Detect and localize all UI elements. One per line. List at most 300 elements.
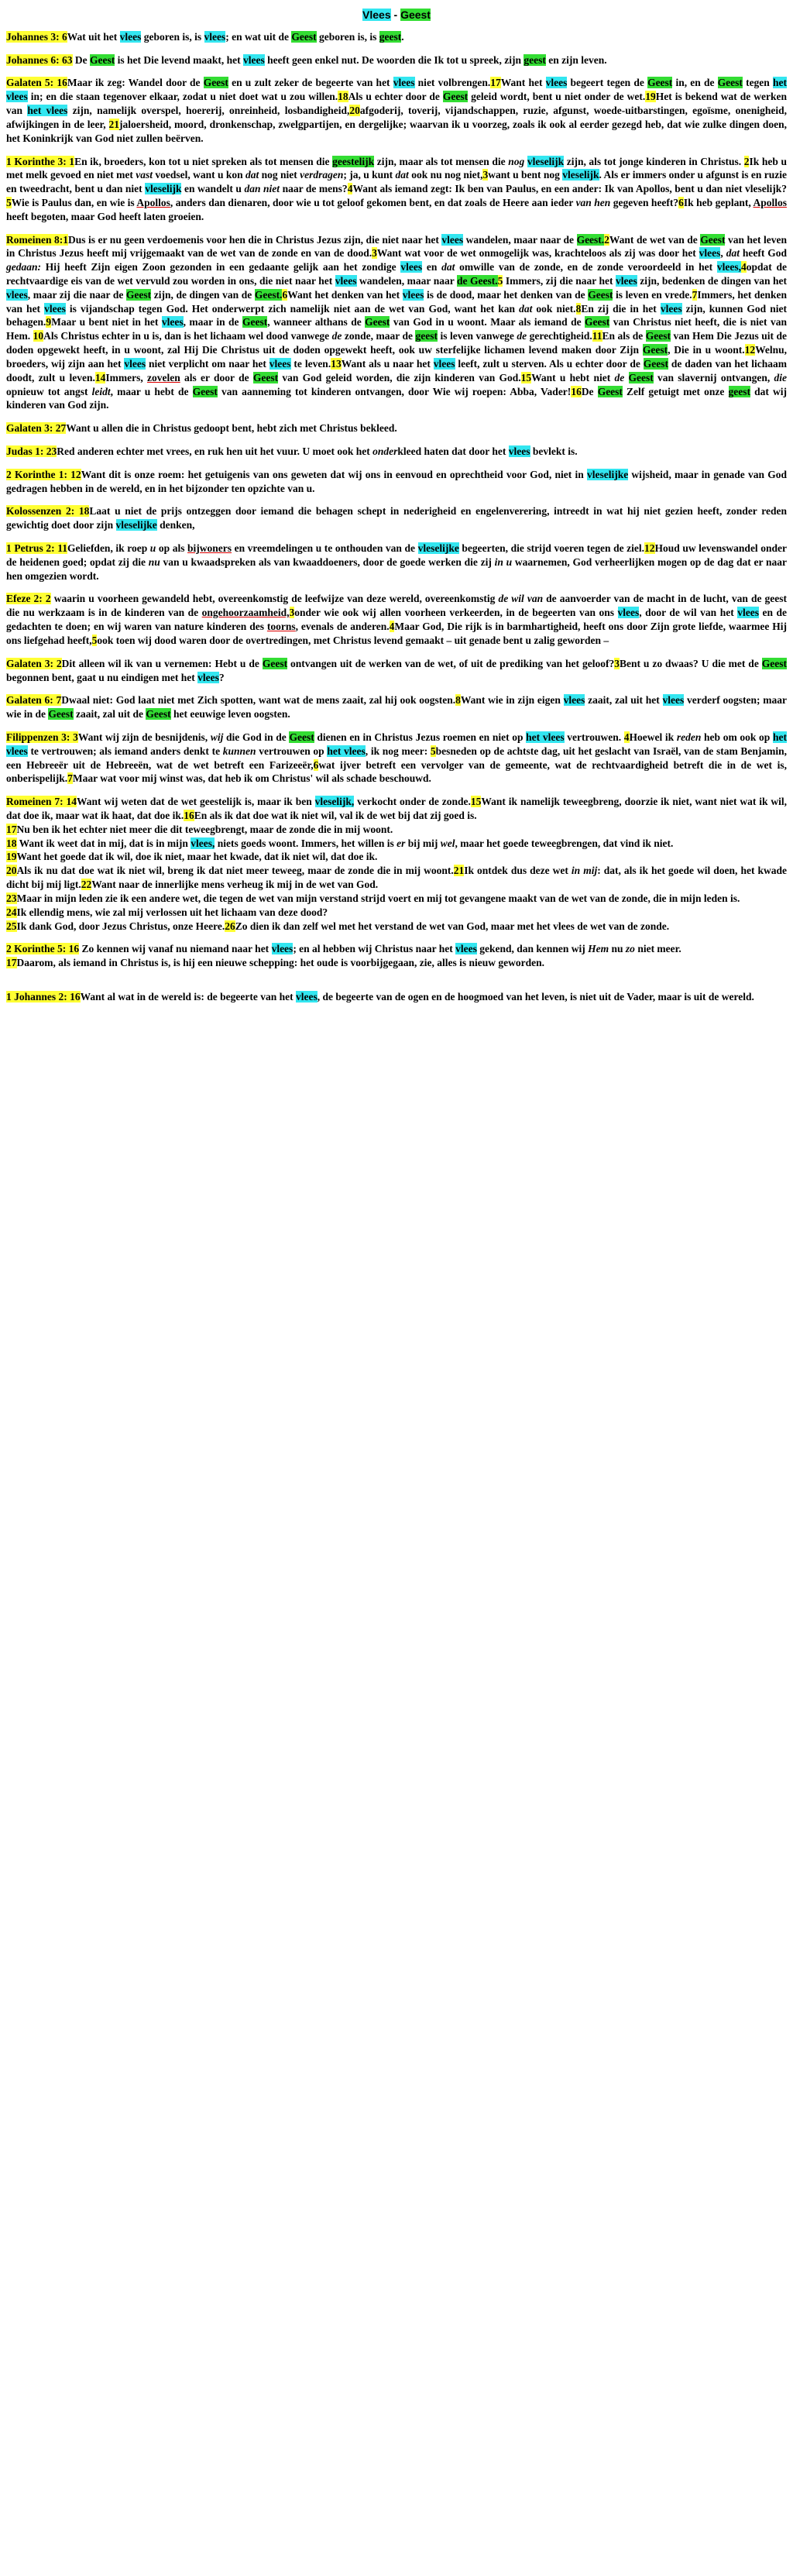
verse-number: 8 bbox=[455, 694, 461, 707]
italic-word: nog bbox=[508, 155, 525, 167]
passage-text: heeft geen enkel nut. De woorden die Ik tot u spreek, zijn bbox=[264, 53, 524, 66]
underlined-word: toorns bbox=[266, 621, 296, 633]
italic-word: vast bbox=[136, 169, 153, 181]
highlight-vlees: het vlees bbox=[327, 745, 366, 757]
underlined-word: Apollos bbox=[136, 196, 170, 208]
verse-number: 23 bbox=[6, 892, 17, 904]
passage-text: , de begeerte van de ogen en de hoogmoed van het leven, is niet uit de Vader, maar is uit de wereld. bbox=[317, 990, 754, 1003]
highlight-geest: Geest bbox=[588, 288, 613, 301]
underlined-word: Apollos bbox=[753, 196, 787, 208]
passage-text: Want wie in zijn eigen bbox=[460, 694, 564, 707]
passage-text: en wandelt u bbox=[181, 183, 245, 195]
passage-text: Welnu, broeders, wij zijn aan het bbox=[6, 344, 787, 370]
scripture-passage bbox=[6, 504, 787, 532]
passage-text: , evenals de anderen. bbox=[295, 621, 390, 633]
passage-text: De bbox=[72, 53, 91, 66]
verse-number: 10 bbox=[33, 330, 44, 342]
verse-number: 12 bbox=[644, 542, 655, 554]
highlight-vlees: vlees bbox=[662, 694, 685, 707]
verse-number: 5 bbox=[6, 196, 12, 208]
verse-number: 11 bbox=[592, 330, 602, 342]
verse-number: 2 bbox=[604, 233, 609, 246]
verse-number: 4 bbox=[623, 731, 630, 743]
passage-text: en vreemdelingen u te onthouden van de bbox=[232, 542, 418, 554]
highlight-vlees: vleselijke bbox=[417, 542, 459, 554]
highlight-vlees: vlees bbox=[271, 943, 294, 955]
passage-text: de aanvoerder van de macht in de lucht, van de geest die nu werkzaam is in de kinderen van de bbox=[6, 593, 787, 619]
highlight-geest: Geest bbox=[642, 344, 668, 356]
passage-text: dat wij kinderen van God zijn. bbox=[6, 385, 787, 411]
passage-text: Ik ellendig mens, wie zal mij verlossen uit het lichaam van deze dood? bbox=[16, 906, 328, 918]
passage-text: vertrouwen. bbox=[564, 731, 624, 743]
passage-text: denken, bbox=[156, 519, 195, 531]
highlight-vlees: vlees bbox=[545, 77, 568, 89]
highlight-geest: Geest bbox=[645, 330, 671, 342]
scripture-passage bbox=[6, 155, 787, 224]
verse-number: 5 bbox=[497, 275, 503, 287]
highlight-geest: Geest bbox=[146, 708, 171, 721]
passage-list bbox=[6, 30, 787, 1004]
scripture-passage bbox=[6, 657, 787, 685]
passage-text: heeft begoten, maar God heeft laten groeien. bbox=[6, 210, 204, 222]
passage-text: Want u allen die in Christus gedoopt bent, hebt zich met Christus bekleed. bbox=[66, 422, 397, 435]
passage-text: zijn, namelijk overspel, hoererij, onreinheid, losbandigheid, bbox=[67, 105, 350, 117]
document-title bbox=[6, 8, 787, 22]
verse-number: 3 bbox=[289, 607, 295, 619]
highlight-vlees: vlees bbox=[737, 607, 759, 619]
scripture-passage bbox=[6, 592, 787, 647]
passage-text: Want ik namelijk teweegbreng, doorzie ik niet, want niet wat ik wil, dat doe ik, maar wat ik haat, dat doe ik. bbox=[6, 796, 787, 821]
highlight-geest: Geest bbox=[585, 316, 610, 328]
scripture-passage bbox=[6, 731, 787, 786]
italic-word: dat bbox=[395, 169, 409, 181]
verse-reference: Romeinen 7: 14 bbox=[6, 796, 77, 808]
passage-text: niet meer. bbox=[634, 943, 681, 955]
highlight-vlees: vleselijk bbox=[145, 183, 182, 195]
passage-text: te vertrouwen; als iemand anders denkt te bbox=[27, 745, 223, 757]
italic-word: leidt bbox=[91, 385, 111, 397]
scripture-passage bbox=[6, 53, 787, 67]
verse-reference: Filippenzen 3: 3 bbox=[6, 731, 78, 743]
highlight-geest: geest bbox=[524, 53, 546, 66]
title-left: Vlees bbox=[362, 9, 391, 21]
passage-text: in, en de bbox=[672, 77, 718, 89]
passage-text: en de gedachten te doen; en wij waren van nature kinderen des bbox=[6, 607, 787, 633]
highlight-vlees: vleselijk bbox=[527, 155, 565, 167]
passage-text: waarnemen, God verheerlijken mogen op de dag dat er naar hen omgezien wordt. bbox=[6, 555, 787, 582]
verse-number: 15 bbox=[520, 371, 532, 383]
verse-number: 6 bbox=[282, 288, 288, 301]
passage-text: : dat, als ik het goede wil doen, het kwade dicht bij mij ligt. bbox=[6, 865, 788, 891]
verse-number: 4 bbox=[347, 183, 353, 195]
highlight-geest: Geest bbox=[203, 77, 228, 89]
verse-number: 3 bbox=[482, 169, 489, 181]
passage-text: Immers, zij die naar het bbox=[503, 275, 616, 287]
scripture-passage bbox=[6, 942, 787, 970]
italic-word: dat bbox=[519, 302, 533, 315]
passage-text: van u kwaadspreken als van kwaaddoeners, door de goede werken die zij bbox=[160, 555, 495, 568]
passage-text: en zijn leven. bbox=[545, 53, 607, 66]
highlight-vlees: vleselijk, bbox=[314, 796, 355, 808]
passage-text: gerechtigheid. bbox=[527, 330, 592, 342]
verse-reference: Galaten 3: 27 bbox=[6, 422, 67, 435]
highlight-vlees: het vlees bbox=[526, 731, 565, 743]
passage-text: wandelen, maar naar de bbox=[463, 233, 577, 246]
passage-text: Want het bbox=[500, 77, 546, 89]
passage-text: nog niet bbox=[259, 169, 300, 181]
passage-text: begonnen bent, gaat u nu eindigen met het bbox=[6, 671, 198, 683]
highlight-geest: Geest bbox=[289, 731, 314, 743]
italic-word: onder bbox=[372, 445, 398, 457]
italic-word: u bbox=[149, 542, 156, 554]
verse-number: 21 bbox=[108, 118, 120, 130]
verse-number: 22 bbox=[81, 879, 92, 891]
passage-text: zijn, de dingen van de bbox=[151, 288, 255, 301]
passage-text: En als ik dat doe wat ik niet wil, val ik de wet bij dat zij goed is. bbox=[194, 810, 477, 821]
highlight-vlees: vleselijke bbox=[586, 468, 629, 480]
verse-reference: Johannes 3: 6 bbox=[6, 30, 67, 43]
passage-text: Want naar de innerlijke mens verheug ik mij in de wet van God. bbox=[91, 879, 379, 891]
passage-text: Nu ben ik het echter niet meer die dit teweegbrengt, maar de zonde die in mij woont. bbox=[16, 823, 393, 835]
highlight-vlees: vlees bbox=[617, 607, 640, 619]
highlight-geest: Geest bbox=[442, 91, 469, 103]
passage-text: Want het goede dat ik wil, doe ik niet, maar het kwade, dat ik niet wil, dat doe ik. bbox=[16, 851, 378, 863]
italic-word: Hem bbox=[588, 943, 609, 955]
passage-text: , anders dan dienaren, door wie u tot geloof gekomen bent, en dat zoals de Heere aan ieder bbox=[170, 196, 576, 208]
passage-text: Maar in mijn leden zie ik een andere wet, die tegen de wet van mijn verstand strijd voert en mij tot gevangene maakt van de wet van de zonde, die in mijn leden is. bbox=[16, 892, 740, 904]
passage-text: Hij heeft Zijn eigen Zoon gezonden in een gedaante gelijk aan het zondige bbox=[41, 261, 401, 273]
passage-text: begeerten, die strijd voeren tegen de ziel. bbox=[458, 542, 645, 554]
verse-reference: 2 Korinthe 5: 16 bbox=[6, 943, 80, 955]
highlight-vlees: vlees bbox=[243, 53, 265, 66]
scripture-passage bbox=[6, 795, 787, 933]
verse-number: 20 bbox=[6, 865, 17, 877]
passage-text: Zelf getuigt met onze bbox=[622, 385, 729, 397]
passage-text: ; en wat uit de bbox=[225, 30, 292, 43]
verse-number: 12 bbox=[744, 344, 756, 356]
verse-reference: Kolossenzen 2: 18 bbox=[6, 505, 90, 518]
passage-text: . Als er immers onder u afgunst is en ruzie en tweedracht, bent u dan niet bbox=[6, 169, 787, 195]
highlight-geest: Geest bbox=[291, 30, 317, 43]
verse-number: 7 bbox=[692, 288, 698, 301]
highlight-vlees: vlees bbox=[402, 288, 424, 301]
passage-text: ; ja, u kunt bbox=[343, 169, 396, 181]
passage-text: zijn, maar als tot mensen die bbox=[374, 155, 509, 167]
passage-text: Ik heb u met melk gevoed en niet met bbox=[6, 155, 787, 181]
passage-text: zaait, zal uit de bbox=[73, 708, 146, 721]
passage-text: ; en al hebben wij Christus naar het bbox=[293, 943, 456, 955]
scripture-passage bbox=[6, 990, 787, 1004]
verse-number: 5 bbox=[91, 634, 98, 646]
italic-word: kunnen bbox=[222, 745, 256, 757]
passage-text: Zo dien ik dan zelf wel met het verstand de wet van God, maar met het vlees de wet van de zonde. bbox=[235, 920, 670, 932]
passage-text: zijn, als tot jonge kinderen in Christus. bbox=[564, 155, 744, 167]
passage-text: nu bbox=[609, 943, 626, 955]
passage-text: zaait, zal uit het bbox=[585, 694, 663, 707]
passage-text: Want wij zijn de besnijdenis, bbox=[77, 731, 211, 743]
passage-text: want u bent nog bbox=[488, 169, 563, 181]
scripture-passage bbox=[6, 542, 787, 583]
italic-word: van hen bbox=[575, 196, 611, 208]
passage-text: ook niet. bbox=[532, 302, 576, 315]
highlight-vlees: het vlees bbox=[6, 77, 787, 103]
passage-text: Maar u bent niet in het bbox=[51, 316, 162, 328]
highlight-geest: Geest bbox=[761, 657, 787, 669]
verse-number: 8 bbox=[575, 302, 582, 315]
passage-text: , bbox=[720, 247, 726, 260]
passage-text: is leven en vrede. bbox=[613, 288, 692, 301]
passage-text: opnieuw tot angst bbox=[6, 385, 92, 397]
passage-text: En ik, broeders, kon tot u niet spreken als tot mensen die bbox=[74, 155, 333, 167]
italic-word: de wil van bbox=[498, 593, 544, 605]
highlight-vlees: vlees bbox=[296, 990, 318, 1003]
italic-word: dat bbox=[245, 169, 259, 181]
highlight-vlees: vlees bbox=[455, 943, 477, 955]
verse-reference: Galaten 6: 7 bbox=[6, 694, 62, 707]
highlight-geest: geestelijk bbox=[332, 155, 375, 167]
highlight-geest: Geest bbox=[252, 371, 279, 383]
passage-text: Red anderen echter met vrees, en ruk hen uit het vuur. U moet ook het bbox=[57, 445, 373, 457]
verse-reference: Judas 1: 23 bbox=[6, 445, 57, 457]
passage-text: als er door de bbox=[180, 371, 253, 383]
passage-text: gekend, dan kennen wij bbox=[476, 943, 589, 955]
highlight-vlees: vlees bbox=[400, 261, 423, 273]
passage-text: Want als iemand zegt: Ik ben van Paulus, en een ander: Ik van Apollos, bent u dan niet vleselijk? bbox=[352, 183, 787, 195]
italic-word: dat bbox=[441, 261, 455, 273]
scripture-passage bbox=[6, 468, 787, 496]
verse-number: 3 bbox=[614, 657, 620, 669]
passage-text: voedsel, want u kon bbox=[152, 169, 245, 181]
passage-text bbox=[624, 372, 628, 383]
passage-text: bij mij bbox=[405, 837, 441, 849]
passage-text: Want dit is onze roem: het getuigenis van ons geweten dat wij ons in eenvoud en oprechtheid voor God, niet in bbox=[81, 468, 587, 480]
passage-text: heb om ook op bbox=[701, 731, 773, 743]
passage-text: Want het denken van het bbox=[287, 288, 403, 301]
highlight-vlees: vlees bbox=[44, 302, 66, 315]
passage-text: op als bbox=[156, 542, 188, 554]
verse-reference: Efeze 2: 2 bbox=[6, 593, 51, 605]
underlined-word: ongehoorzaamheid, bbox=[201, 607, 290, 619]
passage-text: afgoderij, toverij, vijandschappen, ruzie, afgunst, woede-uitbarstingen, egoïsme, onenigheid, afwijkingen in de leer, bbox=[6, 105, 787, 130]
verse-reference: Johannes 6: 63 bbox=[6, 53, 73, 66]
verse-number: 20 bbox=[349, 105, 360, 117]
italic-word: wel bbox=[440, 837, 455, 849]
italic-word: reden bbox=[676, 731, 702, 743]
highlight-geest: Geest bbox=[242, 316, 268, 328]
passage-text: Want al wat in de wereld is: de begeerte van het bbox=[80, 990, 296, 1003]
passage-text: ? bbox=[218, 671, 225, 683]
italic-word: nu bbox=[148, 555, 160, 568]
verse-number: 21 bbox=[453, 865, 465, 877]
passage-text: vertrouwen op bbox=[256, 745, 328, 757]
verse-number: 3 bbox=[372, 247, 377, 260]
verse-number: 14 bbox=[94, 371, 106, 383]
italic-word: verdragen bbox=[300, 169, 344, 181]
passage-text: is de dood, maar het denken van de bbox=[424, 288, 589, 301]
passage-text: geboren is, is bbox=[316, 30, 379, 43]
passage-text: van Christus niet heeft, die is niet van Hem. bbox=[6, 316, 787, 342]
highlight-vlees: vlees bbox=[441, 233, 464, 246]
scripture-passage bbox=[6, 233, 787, 413]
passage-text: Want u hebt niet bbox=[531, 371, 615, 383]
passage-text: van aanneming tot kinderen ontvangen, door Wie wij roepen: Abba, Vader! bbox=[217, 385, 572, 397]
verse-number: 26 bbox=[225, 920, 235, 932]
passage-text: , maar zij die naar de bbox=[27, 288, 126, 301]
passage-text: Maar God, Die rijk is in barmhartigheid, heeft ons door Zijn grote liefde, waarmee Hij ons liefgehad heeft, bbox=[6, 621, 787, 646]
passage-text: Maar wat voor mij winst was, dat heb ik om Christus' wil als schade beschouwd. bbox=[72, 772, 431, 785]
highlight-geest: geest bbox=[415, 330, 438, 342]
italic-word: dan niet bbox=[244, 183, 280, 195]
verse-number: 6 bbox=[313, 758, 319, 771]
passage-text: van God geleid worden, die zijn kinderen van God. bbox=[278, 371, 521, 383]
highlight-vlees: vlees bbox=[269, 357, 291, 370]
highlight-vlees: vleselijk bbox=[562, 169, 599, 181]
highlight-vlees: vlees bbox=[161, 316, 184, 328]
passage-text: zijn, bedenken de dingen van het bbox=[637, 275, 787, 287]
passage-text: het eeuwige leven oogsten. bbox=[170, 708, 290, 721]
italic-word: dat bbox=[726, 247, 740, 260]
passage-text: Laat u niet de prijs ontzeggen door iemand die behagen schept in nederigheid en engelenverering, intreedt in wat hij niet gezien heeft, zonder reden gewichtig doet door zijn bbox=[6, 505, 787, 531]
highlight-geest: Geest. bbox=[254, 288, 283, 301]
title-separator: - bbox=[390, 9, 401, 21]
passage-text: dienen en in Christus Jezus roemen en niet op bbox=[314, 731, 527, 743]
passage-text: Daarom, als iemand in Christus is, is hij een nieuwe schepping: het oude is voorbijgegaan, zie, alles is nieuw geworden. bbox=[16, 957, 545, 969]
italic-word: de bbox=[517, 330, 527, 342]
italic-word: gedaan: bbox=[6, 261, 41, 273]
passage-text: geleid wordt, bent u niet onder de wet. bbox=[468, 91, 646, 103]
passage-text: begeert tegen de bbox=[567, 77, 648, 89]
highlight-vlees: vlees bbox=[124, 357, 146, 370]
highlight-geest: Geest bbox=[597, 385, 623, 397]
passage-text: de daden van het lichaam doodt, zult u leven. bbox=[6, 357, 787, 383]
passage-text: die God in de bbox=[223, 731, 290, 743]
verse-number: 16 bbox=[571, 385, 582, 397]
passage-text: . bbox=[401, 30, 404, 43]
verse-number: 17 bbox=[490, 77, 501, 89]
passage-text: is vijandschap tegen God. Het onderwerpt zich namelijk niet aan de wet van God, want het kan bbox=[65, 302, 520, 315]
passage-text: , wanneer althans de bbox=[267, 316, 366, 328]
verse-number: 18 bbox=[6, 837, 17, 849]
passage-text: opdat de rechtvaardige eis van de wet vervuld zou worden in ons, die niet naar het bbox=[6, 261, 788, 287]
passage-text: Als Christus echter in u is, dan is het lichaam wel dood vanwege bbox=[43, 330, 332, 342]
passage-text: verderf oogsten; maar wie in de bbox=[6, 694, 787, 721]
passage-text: , maar u hebt de bbox=[110, 385, 193, 397]
italic-word: in u bbox=[494, 555, 513, 568]
passage-text: Want wat voor de wet onmogelijk was, krachteloos als zij was door het bbox=[376, 247, 699, 260]
highlight-geest: Geest bbox=[192, 385, 218, 397]
passage-text: wijsheid, maar in genade van God gedragen hebben in de wereld, en in het bijzonder ten opzichte van u. bbox=[6, 468, 787, 494]
verse-number: 13 bbox=[331, 357, 342, 370]
passage-text: Dus is er nu geen verdoemenis voor hen die in Christus Jezus zijn, die niet naar het bbox=[68, 233, 442, 246]
passage-text: bevlekt is. bbox=[530, 445, 578, 457]
verse-reference: 1 Johannes 2: 16 bbox=[6, 990, 81, 1003]
document bbox=[0, 0, 793, 1029]
passage-text: Het is bekend wat de werken van bbox=[6, 91, 788, 117]
passage-text: Immers, bbox=[105, 371, 147, 383]
highlight-geest: Geest. bbox=[576, 233, 605, 246]
scripture-passage bbox=[6, 421, 787, 435]
scripture-passage bbox=[6, 30, 787, 44]
passage-text: zijn, kunnen God niet behagen. bbox=[6, 302, 787, 328]
spacer bbox=[6, 979, 787, 990]
passage-text: wandelen, maar naar bbox=[356, 275, 457, 287]
passage-text: ook nu nog niet, bbox=[408, 169, 483, 181]
highlight-geest: Geest bbox=[717, 77, 743, 89]
highlight-vlees: vlees, bbox=[716, 261, 741, 273]
passage-text: En als de bbox=[602, 330, 646, 342]
verse-number: 15 bbox=[470, 796, 482, 808]
highlight-vlees: vlees bbox=[699, 247, 721, 260]
highlight-vlees: vlees bbox=[393, 77, 415, 89]
passage-text: heeft God bbox=[739, 247, 788, 260]
passage-text: Zo kennen wij vanaf nu niemand naar het bbox=[79, 943, 272, 955]
passage-text: is leven vanwege bbox=[437, 330, 517, 342]
verse-number: 6 bbox=[678, 196, 684, 208]
passage-text: Ik ontdek dus deze wet bbox=[464, 865, 572, 877]
italic-word: in mij bbox=[571, 865, 598, 877]
verse-reference: Galaten 3: 2 bbox=[6, 657, 62, 669]
highlight-vlees: het vlees bbox=[27, 105, 68, 117]
passage-text: besneden op de achtste dag, uit het geslacht van Israël, van de stam Benjamin, een Hebreeër uit de Hebreeën, wat de wet betreft een Farizeeër, bbox=[6, 745, 788, 771]
passage-text: niet volbrengen. bbox=[414, 77, 491, 89]
highlight-geest: Geest bbox=[90, 53, 115, 66]
highlight-vlees: vlees bbox=[197, 671, 219, 683]
italic-word: de bbox=[331, 330, 342, 342]
passage-text: is het Die levend maakt, het bbox=[115, 53, 243, 66]
passage-text: ook toen wij dood waren door de overtredingen, met Christus levend gemaakt – uit genade bent u zalig geworden – bbox=[97, 634, 609, 646]
highlight-geest: Geest bbox=[48, 708, 74, 721]
italic-word: zo bbox=[625, 943, 635, 955]
verse-number: 16 bbox=[184, 810, 194, 821]
highlight-geest: Geest bbox=[643, 357, 668, 370]
verse-number: 19 bbox=[6, 851, 17, 863]
passage-text: Als ik nu dat doe wat ik niet wil, breng ik dat niet meer teweeg, maar de zonde die in mij woont. bbox=[16, 865, 454, 877]
verse-number: 17 bbox=[6, 823, 17, 835]
verse-number: 24 bbox=[6, 906, 17, 918]
highlight-geest: de Geest. bbox=[456, 275, 498, 287]
passage-text: Ik dank God, door Jezus Christus, onze Heere. bbox=[16, 920, 225, 932]
verse-reference: Galaten 5: 16 bbox=[6, 77, 67, 89]
passage-text: , ik nog meer: bbox=[365, 745, 431, 757]
highlight-vlees: vlees bbox=[563, 694, 585, 707]
passage-text: van God in u woont. Maar als iemand de bbox=[390, 316, 585, 328]
passage-text: Houd uw levenswandel onder de heidenen goed; opdat zij die bbox=[6, 542, 787, 568]
highlight-vlees: vlees bbox=[433, 357, 455, 370]
highlight-vlees: vlees bbox=[6, 288, 28, 301]
highlight-vlees: vlees, bbox=[191, 837, 215, 849]
highlight-vlees: vlees bbox=[616, 275, 637, 287]
passage-text: En zij die in het bbox=[581, 302, 661, 315]
highlight-geest: Geest bbox=[365, 316, 390, 328]
passage-text: Als u echter door de bbox=[348, 91, 443, 103]
passage-text: in; en die staan tegenover elkaar, zodat u niet doet wat u zou willen. bbox=[27, 91, 338, 103]
highlight-vlees: vlees bbox=[335, 275, 357, 287]
passage-text: niets goeds woont. Immers, het willen is bbox=[215, 837, 397, 849]
passage-text: leeft, zult u sterven. Als u echter door de bbox=[455, 357, 644, 370]
passage-text: omwille van de zonde, en de zonde veroordeeld in het bbox=[455, 261, 717, 273]
verse-number: 9 bbox=[46, 316, 52, 328]
passage-text: ontvangen uit de werken van de wet, of uit de prediking van het geloof? bbox=[287, 657, 615, 669]
passage-text: Bent u zo dwaas? U die met de bbox=[619, 657, 762, 669]
passage-text: , door de wil van het bbox=[639, 607, 738, 619]
passage-text: Want ik weet dat in mij, dat is in mijn bbox=[16, 837, 191, 849]
passage-text: De bbox=[581, 385, 598, 397]
passage-text: Wie is Paulus dan, en wie is bbox=[11, 196, 137, 208]
highlight-geest: Geest bbox=[647, 77, 673, 89]
passage-text: van slavernij ontvangen, bbox=[653, 371, 774, 383]
highlight-vlees: het vlees bbox=[6, 731, 787, 757]
verse-reference: 2 Korinthe 1: 12 bbox=[6, 468, 81, 480]
